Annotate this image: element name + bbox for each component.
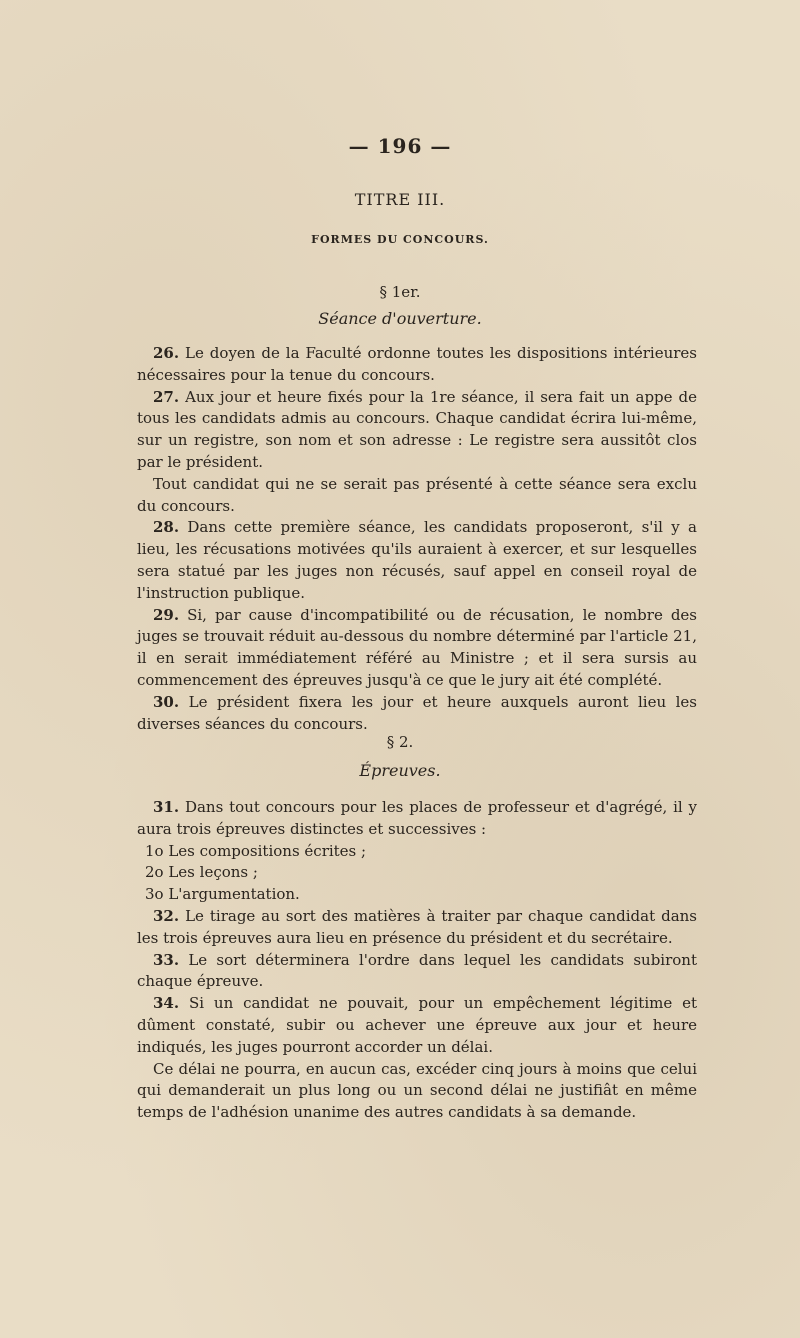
article-paragraph xyxy=(137,474,697,518)
article-paragraph xyxy=(137,387,697,474)
article-paragraph xyxy=(137,993,697,1058)
page-subtitle: FORMES DU CONCOURS. xyxy=(311,233,489,246)
section-2-mark: § 2. xyxy=(386,733,414,751)
article-text: 3o L'argumentation. xyxy=(145,885,300,904)
article-text: Le doyen de la Faculté ordonne toutes les dispositions intérieures nécessaires pour la tenue du concours. xyxy=(137,344,697,384)
article-text: Tout candidat qui ne se serait pas présenté à cette séance sera exclu du concours. xyxy=(137,474,697,515)
article-text: 1o Les compositions écrites ; xyxy=(145,841,367,860)
article-text: Dans cette première séance, les candidats proposeront, s'il y a lieu, les récusations motivées qu'ils auraient à exercer, et sur lesquelles sera statué par les juges non récusés, sauf appel en conseil royal de l'instruction publique. xyxy=(137,518,697,602)
article-text: Si, par cause d'incompatibilité ou de récusation, le nombre des juges se trouvait réduit au-dessous du nombre déterminé par l'article 21, il en serait immédiatement référé au Ministre ; et il sera sursis au commencement des épreuves jusqu'à ce que le jury ait été complété. xyxy=(137,605,697,689)
article-text: 2o Les leçons ; xyxy=(145,863,258,882)
article-paragraph xyxy=(137,906,697,950)
article-paragraph xyxy=(137,343,697,387)
article-number: 28. xyxy=(153,518,180,537)
article-text: Si un candidat ne pouvait, pour un empêchement légitime et dûment constaté, subir ou achever une épreuve aux jour et heure indiqués, les juges pourront accorder un délai. xyxy=(137,994,697,1056)
article-paragraph xyxy=(137,605,697,692)
page-title: TITRE III. xyxy=(354,190,446,209)
article-text: Le président fixera les jour et heure auxquels auront lieu les diverses séances du concours. xyxy=(137,692,697,733)
section-1-heading: Séance d'ouverture. xyxy=(318,309,482,328)
article-paragraph xyxy=(137,884,697,906)
section-1-mark: § 1er. xyxy=(379,283,421,301)
article-number: 33. xyxy=(153,950,180,969)
article-number: 27. xyxy=(153,387,180,406)
article-paragraph xyxy=(137,841,697,863)
article-number: 30. xyxy=(153,692,180,711)
article-number: 26. xyxy=(153,344,180,362)
page-number: — 196 — xyxy=(348,134,452,158)
article-text: Le tirage au sort des matières à traiter par chaque candidat dans les trois épreuves aura lieu en présence du président et du secrétaire. xyxy=(137,906,697,947)
article-number: 34. xyxy=(153,994,180,1013)
article-paragraph xyxy=(137,517,697,604)
article-number: 32. xyxy=(153,906,180,925)
article-text: Dans tout concours pour les places de professeur et d'agrégé, il y aura trois épreuves distinctes et successives : xyxy=(137,798,697,838)
article-paragraph xyxy=(137,862,697,884)
article-number: 29. xyxy=(153,605,180,624)
article-text: Ce délai ne pourra, en aucun cas, excéder cinq jours à moins que celui qui demanderait un plus long ou un second délai ne justifiât en même temps de l'adhésion unanime des autres candidats à sa demande. xyxy=(137,1059,697,1122)
article-paragraph xyxy=(137,950,697,994)
articles-block-1 xyxy=(137,343,697,735)
article-paragraph xyxy=(137,797,697,841)
article-number: 31. xyxy=(153,798,180,816)
articles-block-2 xyxy=(137,797,697,1124)
section-2-heading: Épreuves. xyxy=(359,761,441,780)
article-paragraph xyxy=(137,1059,697,1124)
article-paragraph xyxy=(137,692,697,736)
article-text: Le sort déterminera l'ordre dans lequel les candidats subiront chaque épreuve. xyxy=(137,950,697,991)
article-text: Aux jour et heure fixés pour la 1re séance, il sera fait un appe de tous les candidats admis au concours. Chaque candidat écrira lui-même, sur un registre, son nom et son adresse : Le registre sera aussitôt clos par le président. xyxy=(137,387,697,471)
